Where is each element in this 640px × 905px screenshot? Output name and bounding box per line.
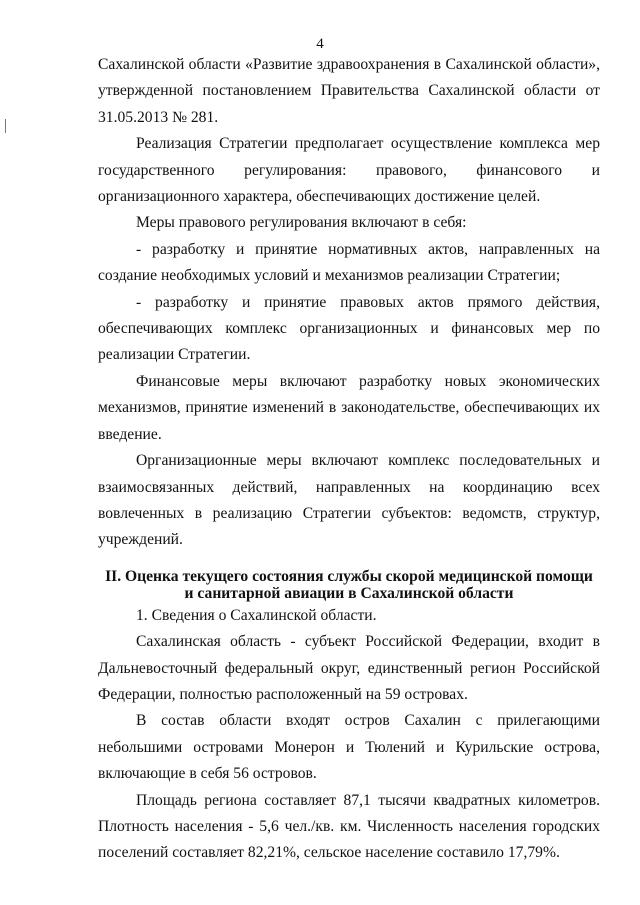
- paragraph: Сахалинская область - субъект Российской Федерации, входит в Дальневосточный федеральный округ, единственный регион Российской Федерации, полностью расположенный на 59 островах.: [98, 633, 600, 703]
- paragraph: Площадь региона составляет 87,1 тысячи квадратных километров. Плотность населения - 5,6 чел./кв. км. Численность населения городских поселений составляет 82,21%, сельское население составило 17,79%.: [98, 791, 600, 862]
- paragraph: Меры правового регулирования включают в себя:: [136, 214, 467, 232]
- paragraph: Сахалинской области «Развитие здравоохранения в Сахалинской области», утвержденной постановлением Правительства Сахалинской области от 31.05.2013 № 281.: [98, 56, 600, 126]
- list-item: - разработку и принятие нормативных актов, направленных на создание необходимых условий и механизмов реализации Стратегии;: [98, 240, 600, 285]
- paragraph: Финансовые меры включают разработку новых экономических механизмов, принятие изменений в законодательстве, обеспечивающих их введение.: [98, 372, 600, 443]
- section-heading-line: II. Оценка текущего состояния службы скорой медицинской помощи: [105, 567, 593, 585]
- paragraph: Организационные меры включают комплекс последовательных и взаимосвязанных действий, направленных на координацию всех вовлеченных в реализацию Стратегии субъектов: ведомств, структур, учреждений.: [98, 452, 600, 549]
- paragraphs-bottom: [98, 603, 600, 867]
- page-number: 4: [316, 36, 324, 52]
- margin-mark: [5, 119, 6, 133]
- paragraph: 1. Сведения о Сахалинской области.: [136, 606, 377, 624]
- list-item: - разработку и принятие правовых актов прямого действия, обеспечивающих комплекс организационных и финансовых мер по реализации Стратегии.: [98, 293, 600, 364]
- section-heading: [98, 568, 600, 602]
- paragraph: Реализация Стратегии предполагает осуществление комплекса мер государственного регулирования: правового, финансового и организационного характера, обеспечивающих достижение целей.: [98, 135, 600, 206]
- document-body: [98, 52, 600, 867]
- paragraphs-top: [98, 52, 600, 554]
- paragraph: В состав области входят остров Сахалин с прилегающими небольшими островами Монерон и Тюлений и Курильские острова, включающие в себя 56 островов.: [98, 712, 600, 783]
- section-heading-line: и санитарной авиации в Сахалинской области: [184, 584, 514, 602]
